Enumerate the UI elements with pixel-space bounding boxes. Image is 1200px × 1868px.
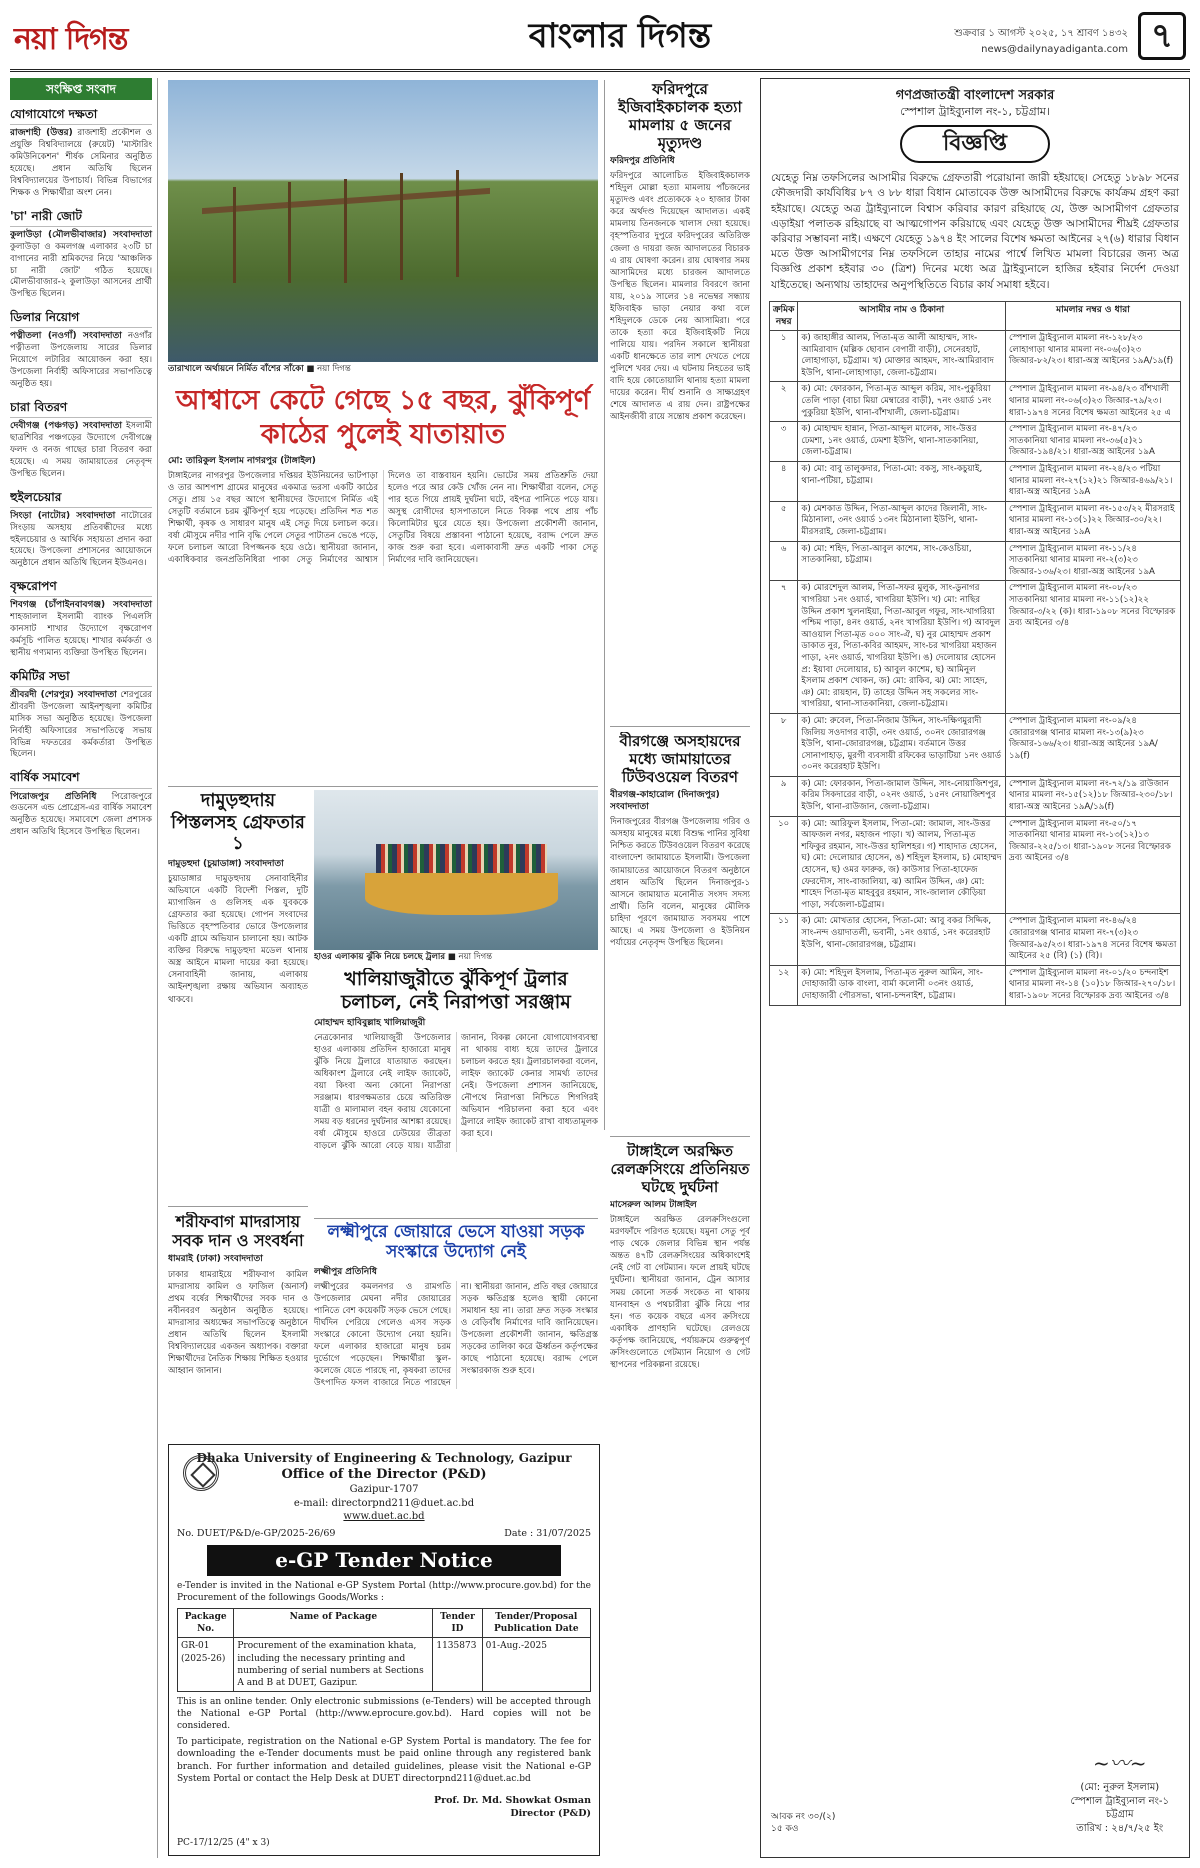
- accused-name-address: ক) মো: বাবু তালুকদার, পিতা-মো: বকসু, সাং-কচুয়াই, থানা-পটিয়া, চট্টগ্রাম।: [798, 462, 1006, 502]
- notice-title: বিজ্ঞপ্তি: [900, 125, 1050, 163]
- newspaper-logo: নয়া দিগন্ত: [14, 22, 128, 57]
- tender-meta: [177, 1528, 591, 1541]
- brief-item: [10, 399, 152, 481]
- faridpur-headline: ফরিদপুরে ইজিবাইকচালক হত্যা মামলায় ৫ জনের মৃত্যুদণ্ড: [618, 80, 742, 152]
- tender-date: Date : 31/07/2025: [504, 1527, 591, 1539]
- table-row: [178, 1638, 591, 1692]
- accused-serial: ১১: [770, 914, 798, 965]
- accused-case: স্পেশাল ট্রাইব্যুনাল মামলা নং-০৮/২৩ সাতকানিয়া থানার মামলা নং-১১(১২)২২ জিআর-৩/২২ (ক)। ধারা-১৯০৮ সনের বিস্ফোরক দ্রব্য আইনের ৩/৪: [1006, 581, 1181, 714]
- brief-dateline: শিবগঞ্জ (চাঁপাইনবাবগঞ্জ) সংবাদদাতা: [10, 600, 152, 611]
- tender-th-id: Tender ID: [433, 1609, 482, 1638]
- brief-title: বার্ষিক সমাবেশ: [10, 769, 152, 788]
- tender-package-no: GR-01 (2025-26): [178, 1638, 234, 1692]
- brief-dateline: শ্রীবরদী (শেরপুর) সংবাদদাতা: [10, 690, 117, 700]
- accused-name-address: ক) মেশকাত উদ্দিন, পিতা-আব্দুল কাদের জিলানী, সাং-মিঠানালা, ৩নং ওয়ার্ড ১৩নং মিঠানালা ইউপি, থানা-মীরসরাই, জেলা-চট্টগ্রাম।: [798, 501, 1006, 541]
- brief-body: নওগাঁর পত্নীতলা উপজেলায় সারের ডিলার নিয়োগে লটারির আয়োজন করা হয়। উপজেলা নির্বাহী অফিসারের সভাপতিত্বে অনুষ্ঠিত হয়।: [10, 331, 152, 389]
- court-notice: [760, 78, 1190, 1858]
- accused-serial: ৭: [770, 581, 798, 714]
- table-row: [770, 581, 1181, 714]
- handwritten-signature: ~〰~: [1092, 1751, 1147, 1775]
- faridpur-byline: ফরিদপুর প্রতিনিধি: [610, 156, 675, 166]
- notice-tribunal: স্পেশাল ট্রাইব্যুনাল নং-১, চট্টগ্রাম।: [900, 104, 1050, 118]
- khaliajuri-byline: মোহাম্মদ হাবিবুল্লাহ খালিয়াজুরী: [314, 1017, 426, 1028]
- page-number: ৭: [1138, 12, 1186, 60]
- accused-serial: ৬: [770, 541, 798, 581]
- lead-headline: আশ্বাসে কেটে গেছে ১৫ বছর, ঝুঁকিপূর্ণ কাঠের পুলেই যাতায়াত: [175, 385, 591, 450]
- lakshmipur-headline: লক্ষ্মীপুরে জোয়ারে ভেসে যাওয়া সড়ক সংস্কারে উদ্যোগ নেই: [327, 1222, 585, 1263]
- birganj-body: দিনাজপুরের বীরগঞ্জ উপজেলায় গরিব ও অসহায় মানুষের মধ্যে বিশুদ্ধ পানির সুবিধা নিশ্চিত করতে টিউবওয়েল বিতরণ করেছে বাংলাদেশ জামায়াতে ইসলামী। উপজেলা জামায়াতের আয়োজনে বিতরণ অনুষ্ঠানে প্রধান অতিথি ছিলেন দিনাজপুর-১ আসনে জামায়াত মনোনীত সংসদ সদস্য প্রার্থী। তিনি বলেন, মানুষের মৌলিক চাহিদা পূরণে জামায়াত সবসময় পাশে আছে। এ সময় উপজেলা ও ইউনিয়ন পর্যায়ের নেতৃবৃন্দ উপস্থিত ছিলেন।: [610, 817, 750, 948]
- tender-id: 1135873: [433, 1638, 482, 1692]
- accused-name-address: ক) মো: শহিদুল ইসলাম, পিতা-মৃত নুরুল আমিন, সাং-দোহাজারী ডাক বাংলা, বার্মা কলোনী ০৩নং ওয়ার্ড, দোহাজারী পৌরসভা, থানা-চন্দনাইশ, চট্টগ্রাম।: [798, 965, 1006, 1005]
- dateline: [954, 26, 1128, 58]
- accused-case: স্পেশাল ট্রাইব্যুনাল মামলা নং-৯৪/২৩ বাঁশখালী থানার মামলা নং-০৬(৩)২৩ জিআর-৭৯/২৩। ধারা-১৯৭৪ সনের বিশেষ ক্ষমতা আইনের ২৫ এ: [1006, 382, 1181, 422]
- accused-serial: ৫: [770, 501, 798, 541]
- accused-name-address: ক) মো: শহিদ, পিতা-আবুল কাশেম, সাং-কেওচিয়া, সাতকানিয়া, চট্টগ্রাম।: [798, 541, 1006, 581]
- accused-name-address: ক) মো: আরিফুল ইসলাম, পিতা-মো: জামাল, সাং-উত্তর আফজল নগর, মহাজন পাড়া। খ) আলম, পিতা-মৃত শফিকুর রহমান, সাং-উত্তর হালিশহর। গ) শাহাদাত হোসেন, ঘ) মো: দেলোয়ার হোসেন, ঙ) শহিদুল ইসলাম, চ) মোহাম্মদ হোসেন, ছ) ওমর ফারুক, জ) কাউসার পিতা-হাফেজ ফেরদৌস, সাং-বাজালিয়া, ঝ) আমিন উদ্দিন, ঞ) মো: শাহেদ পিতা-মৃত মাহবুবুর রহমান, সাং-জালাল কৌড়িয়া পাড়া, সর্বজেলা-চট্টগ্রাম।: [798, 816, 1006, 914]
- table-row: [770, 382, 1181, 422]
- accused-serial: ৩: [770, 422, 798, 462]
- accused-case: স্পেশাল ট্রাইব্যুনাল মামলা নং-১১/২৪ সাতকানিয়া থানার মামলা নং-২(৩)২৩ জিআর-১৩৬/২৩। ধারা-অস্ত্র আইনের ১৯A: [1006, 541, 1181, 581]
- notice-body: যেহেতু নিম্ন তফসিলের আসামীর বিরুদ্ধে গ্রেফতারী পরোয়ানা জারী হইয়াছে। সেহেতু ১৮৯৮ সনের ফৌজদারী কার্যবিধির ৮৭ ও ৮৮ ধারা বিধান মোতাবেক উক্ত আসামীদের বিরুদ্ধে কার্যক্রম গ্রহণ করা হইয়াছে। যেহেতু অত্র ট্রাইব্যুনালে বিশ্বাস করিবার কারণ রহিয়াছে যে, উক্ত আসামীগণ গ্রেফতার এড়াইয়া পলাতক রহিয়াছে বা আত্মগোপন করিয়াছে এবং যেহেতু উক্ত আসামীদের শীঘ্রই গ্রেফতার করিবার সম্ভাবনা নাই। এক্ষণে যেহেতু ১৯৭৪ ইং সালের বিশেষ ক্ষমতা আইনের ২৭(৬) ধারার বিধান মতে উক্ত আসামীগণের নিম্ন তফসিলে তাহার নামের পার্শ্বে লিখিত মামলা বিচারের জন্য অত্র বিজ্ঞপ্তি প্রকাশ হইবার ৩০ (ত্রিশ) দিনের মধ্যে অত্র ট্রাইব্যুনালে হাজির হইবার নির্দেশ দেওয়া যাইতেছে। অন্যথায় তাহাদের অনুপস্থিতিতে বিচার কার্য সমাধা হইবে।: [771, 172, 1179, 291]
- tender-ad-code: PC-17/12/25 (4" x 3): [177, 1837, 270, 1848]
- brief-dateline: পত্নীতলা (নওগাঁ) সংবাদদাতা: [10, 331, 122, 342]
- table-row: [770, 331, 1181, 382]
- table-row: [770, 462, 1181, 502]
- accused-name-address: ক) মো: ফোরকান, পিতা-জামাল উদ্দিন, সাং-নোয়াজিশপুর, করিম সিকদারের বাড়ী, ০২নং ওয়ার্ড, ১৫নং নোয়াজিশপুর ইউপি, থানা-রাউজান, জেলা-চট্টগ্রাম।: [798, 776, 1006, 816]
- accused-serial: ৪: [770, 462, 798, 502]
- accused-serial: ১: [770, 331, 798, 382]
- damurhuda-headline: দামুড়হুদায় পিস্তলসহ গ্রেফতার ১: [171, 790, 305, 855]
- brief-text: [10, 229, 152, 301]
- university-seal-icon: [183, 1455, 219, 1491]
- tangail-body: টাঙ্গাইলে অরক্ষিত রেলক্রসিংগুলো মরণফাঁদে পরিণত হয়েছে। যমুনা সেতু পূর্ব পাড় থেকে জেলার বিভিন্ন স্থান পর্যন্ত অন্তত ৪৭টি রেলক্রসিংয়ের অধিকাংশেই নেই গেট বা গেটম্যান। ফলে প্রায়ই ঘটছে দুর্ঘটনা। স্থানীয়রা জানান, ট্রেন আসার সময় কোনো সতর্ক সংকেত না থাকায় যানবাহন ও পথচারীরা ঝুঁকি নিয়ে পার হন। গত কয়েক বছরে এসব ক্রসিংয়ে একাধিক প্রাণহানি ঘটেছে। রেলওয়ে কর্তৃপক্ষ জানিয়েছে, পর্যায়ক্রমে গুরুত্বপূর্ণ ক্রসিংগুলোতে গেটম্যান নিয়োগ ও গেট স্থাপনের পরিকল্পনা রয়েছে।: [610, 1215, 750, 1370]
- notice-ref: আবক নং ৩০/(২) ১৫ কও: [771, 1811, 836, 1834]
- faridpur-story: [610, 80, 750, 720]
- brief-title: হুইলচেয়ার: [10, 489, 152, 508]
- tender-th-name: Name of Package: [234, 1609, 433, 1638]
- brief-title: চারা বিতরণ: [10, 399, 152, 418]
- tender-notice: [168, 1444, 600, 1856]
- accused-case: স্পেশাল ট্রাইব্যুনাল মামলা নং-১২৮/২৩ লোহাগাড়া থানার মামলা নং-০৬(৩)২৩ জিআর-৮২/২৩। ধারা-অস্ত্র আইনের ১৯A/১৯(f): [1006, 331, 1181, 382]
- accused-case: স্পেশাল ট্রাইব্যুনাল মামলা নং-৪৬/২৪ জোরারগঞ্জ থানার মামলা নং-৭(৩)২৩ জিআর-৯৫/২৩। ধারা-১৯৭৪ সনের বিশেষ ক্ষমতা আইনের ২৫ (বি) (১) (বি)।: [1006, 914, 1181, 965]
- accused-serial: ৮: [770, 713, 798, 776]
- notice-signature-block: ~〰~ (মো: নুরুল ইসলাম) স্পেশাল ট্রাইব্যুনাল নং-১ চট্টগ্রাম তারিখ : ২৪/৭/২৫ ইং: [1070, 1751, 1169, 1834]
- briefs-header: সংক্ষিপ্ত সংবাদ: [10, 78, 152, 100]
- brief-body: পিরোজপুরে গুডনেস এন্ড প্রোগ্রেস-এর বার্ষিক সমাবেশ অনুষ্ঠিত হয়েছে। সমাবেশে জেলা প্রশাসক প্রধান অতিথি হিসেবে উপস্থিত ছিলেন।: [10, 791, 152, 838]
- accused-case: স্পেশাল ট্রাইব্যুনাল মামলা নং-৫০/১৭ সাতকানিয়া থানার মামলা নং-১৩(১২)১৩ জিআর-২২৫/১৩। ধারা-১৯০৮ সনের বিস্ফোরক দ্রব্য আইনের ৩/৪: [1006, 816, 1181, 914]
- briefs-column: [10, 78, 158, 1858]
- table-row: [770, 776, 1181, 816]
- lead-byline: মো: তারিকুল ইসলাম নাগরপুর (টাঙ্গাইল): [168, 455, 316, 466]
- table-row: [770, 914, 1181, 965]
- brief-dateline: দেবীগঞ্জ (পঞ্চগড়) সংবাদদাতা: [10, 421, 122, 432]
- tender-publication-date: 01-Aug.-2025: [482, 1638, 590, 1692]
- brief-text: [10, 330, 152, 390]
- brief-text: [10, 689, 152, 761]
- brief-body: ইসলামী ছাত্রশিবির পঞ্চগড়ের উদ্যোগে দেবীগঞ্জে ফলদ ও বনজ গাছের চারা বিতরণ করা হয়েছে। এ সময় জামায়াতের নেতৃবৃন্দ উপস্থিত ছিলেন।: [10, 421, 152, 479]
- accused-name-address: ক) মো: রুবেল, পিতা-নিজাম উদ্দিন, সাং-দক্ষিণমুরাদী জিলিয় সওদাগর বাড়ী, ৩নং ওয়ার্ড, ৩০নং জোরারগঞ্জ ইউপি, থানা-জোরারগঞ্জ, চট্টগ্রাম। বর্তমানে উত্তর সোনাপাহাড়, মুরগী ব্যবসায়ী রফিকের ভাড়াটিয়া ১নং ওয়ার্ড ৩০নং করেরহাট ইউপি।: [798, 713, 1006, 776]
- lead-photo-caption: তারাখালে অর্থায়নে নির্মিত বাঁশের সাঁকো ■ নয়া দিগন্ত: [168, 364, 351, 374]
- tender-table: [177, 1608, 591, 1692]
- trawler-photo: [314, 790, 598, 950]
- brief-text: [10, 599, 152, 659]
- accused-case: স্পেশাল ট্রাইব্যুনাল মামলা নং-৭২/১৯ রাউজান থানার মামলা নং-১৫(১২)১৮ জিআর-২৩০/১৮। ধারা-অস্ত্র আইনের ১৯A/১৯(f): [1006, 776, 1181, 816]
- brief-title: 'চা' নারী জোট: [10, 208, 152, 227]
- khaliajuri-headline: খালিয়াজুরীতে ঝুঁকিপূর্ণ ট্রলার চলাচল, নেই নিরাপত্তা সরঞ্জাম: [341, 968, 571, 1013]
- masthead: [10, 8, 1190, 72]
- tender-note-online: This is an online tender. Only electronic submissions (e-Tenders) will be accepted through the National e-GP Portal (http://www.eprocure.gov.bd). Hard copies will not be considered.: [177, 1696, 591, 1732]
- tender-office: Office of the Director (P&D): [281, 1466, 487, 1482]
- boat-photo-caption: হাওর এলাকায় ঝুঁকি নিয়ে চলছে ট্রলার ■ নয়া দিগন্ত: [314, 952, 493, 962]
- boat-photo-block: [314, 790, 598, 965]
- brief-body: কুলাউড়া ও কমলগঞ্জ এলাকার ২৩টি চা বাগানের নারী শ্রমিকদের নিয়ে 'আঞ্চলিক চা নারী জোট' গঠিত হয়েছে। মৌলভীবাজার-২ কুলাউড়া আসনের প্রার্থী উপস্থিত ছিলেন।: [10, 241, 152, 300]
- accused-serial: ১০: [770, 816, 798, 914]
- table-row: [770, 816, 1181, 914]
- brief-item: [10, 578, 152, 660]
- damurhuda-body: চুয়াডাঙ্গার দামুড়হুদায় সেনাবাহিনীর অভিযানে একটি বিদেশী পিস্তল, দুটি ম্যাগাজিন ও গুলিসহ এক যুবককে গ্রেফতার করা হয়েছে। গোপন সংবাদের ভিত্তিতে বৃহস্পতিবার ভোরে উপজেলার একটি গ্রামে অভিযান চালানো হয়। আটক ব্যক্তির বিরুদ্ধে দামুড়হুদা মডেল থানায় অস্ত্র আইনে মামলা দায়ের করা হয়েছে। সেনাবাহিনী জানায়, এলাকায় আইনশৃঙ্খলা রক্ষায় অভিযান অব্যাহত থাকবে।: [168, 873, 308, 1005]
- brief-dateline: কুলাউড়া (মৌলভীবাজার) সংবাদদাতা: [10, 229, 152, 240]
- table-row: [770, 501, 1181, 541]
- brief-item: [10, 309, 152, 391]
- tender-th-package: Package No.: [178, 1609, 234, 1638]
- tender-banner: e-GP Tender Notice: [207, 1545, 561, 1576]
- accused-name-address: ক) মো: ফোরকান, পিতা-মৃত আব্দুল করিম, সাং-পুকুরিয়া তেলি পাড়া (বাচা মিয়া মেম্বারের বাড়ী), ৭নং ওয়ার্ড ১নং পুকুরিয়া ইউপি, থানা-বাঁশখালী, জেলা-চট্টগ্রাম।: [798, 382, 1006, 422]
- sharifbagh-body: ঢাকার ধামরাইয়ে শরীফবাগ কামিল মাদরাসায় কামিল ও ফাজিল (অনার্স) প্রথম বর্ষের শিক্ষার্থীদের সবক দান ও নবীনবরণ অনুষ্ঠান অনুষ্ঠিত হয়েছে। মাদরাসার অধ্যক্ষের সভাপতিত্বে অনুষ্ঠানে প্রধান অতিথি ছিলেন ইসলামী বিশ্ববিদ্যালয়ের একজন অধ্যাপক। বক্তারা শিক্ষার্থীদের নৈতিক শিক্ষায় শিক্ষিত হওয়ার আহ্বান জানান।: [168, 1269, 308, 1377]
- tender-ref: No. DUET/P&D/e-GP/2025-26/69: [177, 1527, 336, 1539]
- faridpur-body: ফরিদপুরে আলোচিত ইজিবাইকচালক শহিদুল মোল্লা হত্যা মামলায় পাঁচজনের মৃত্যুদণ্ড এবং প্রত্যেককে ২০ হাজার টাকা করে অর্থদণ্ড দিয়েছেন আদালত। একই মামলায় তিনজনকে খালাস দেয়া হয়েছে। বৃহস্পতিবার দুপুরে ফরিদপুরের অতিরিক্ত জেলা ও দায়রা জজ আদালতের বিচারক এ রায় ঘোষণা করেন। রায় ঘোষণার সময় আসামিদের মধ্যে চারজন আদালতে উপস্থিত ছিলেন। মামলার বিবরণে জানা যায়, ২০১৯ সালের ১৪ নভেম্বর সন্ধ্যায় ইজিবাইক ভাড়া নেয়ার কথা বলে শহিদুলকে ডেকে নেয় আসামিরা। পরে তাকে হত্যা করে ইজিবাইকটি নিয়ে পালিয়ে যায়। পরদিন সকালে স্থানীয়রা একটি ধানক্ষেতে তার লাশ দেখতে পেয়ে পুলিশে খবর দেয়। এ ঘটনায় নিহতের ভাই বাদি হয়ে কোতোয়ালি থানায় হত্যা মামলা দায়ের করেন। দীর্ঘ শুনানি ও সাক্ষ্যগ্রহণ শেষে আদালত এ রায় দেন। রাষ্ট্রপক্ষের আইনজীবী রায়ে সন্তোষ প্রকাশ করেছেন।: [610, 171, 750, 423]
- accused-th-case: মামলার নম্বর ও ধারা: [1006, 301, 1181, 330]
- issue-date: শুক্রবার ১ আগস্ট ২০২৫, ১৭ শ্রাবণ ১৪৩২: [954, 28, 1128, 39]
- tangail-byline: মাসেরুল আলম টাঙ্গাইল: [610, 1200, 697, 1210]
- brief-title: কমিটির সভা: [10, 668, 152, 687]
- accused-serial: ২: [770, 382, 798, 422]
- brief-item: [10, 208, 152, 302]
- brief-title: ডিলার নিয়োগ: [10, 309, 152, 328]
- brief-text: [10, 791, 152, 840]
- tender-note-registration: To participate, registration on the National e-GP System Portal is mandatory. The fee for downloading the e-Tender documents must be paid online through any registered bank branch. For further information and detailed guidelines, please visit the National e-GP System Portal or contact the Help Desk at DUET directorpnd211@duet.ac.bd: [177, 1737, 591, 1784]
- accused-table: [769, 301, 1181, 1006]
- contact-email: news@dailynayadiganta.com: [981, 44, 1128, 55]
- tangail-headline: টাঙ্গাইলে অরক্ষিত রেলক্রসিংয়ে প্রতিনিয়ত ঘটছে দুর্ঘটনা: [610, 1142, 750, 1196]
- brief-text: [10, 127, 152, 199]
- sharifbagh-byline: ধামরাই (ঢাকা) সংবাদদাতা: [168, 1254, 263, 1265]
- lakshmipur-body: লক্ষ্মীপুরের কমলনগর ও রামগতি উপজেলার মেঘনা নদীর জোয়ারের পানিতে বেশ কয়েকটি সড়ক ভেসে গেছে। দীর্ঘদিন পেরিয়ে গেলেও এসব সড়ক সংস্কারে কোনো উদ্যোগ নেয়া হয়নি। ফলে এলাকার হাজারো মানুষ চরম দুর্ভোগে পড়েছেন। শিক্ষার্থীরা স্কুল-কলেজে যেতে পারছে না, কৃষকরা তাদের উৎপাদিত ফসল বাজারে নিতে পারছেন না। স্থানীয়রা জানান, প্রতি বছর জোয়ারে সড়ক ক্ষতিগ্রস্ত হলেও স্থায়ী কোনো সমাধান হয় না। তারা দ্রুত সড়ক সংস্কার ও বেড়িবাঁধ নির্মাণের দাবি জানিয়েছেন। উপজেলা প্রকৌশলী জানান, ক্ষতিগ্রস্ত সড়কের তালিকা করে ঊর্ধ্বতন কর্তৃপক্ষের কাছে পাঠানো হয়েছে। বরাদ্দ পেলে সংস্কারকাজ শুরু হবে।: [314, 1281, 598, 1389]
- tender-signer: Prof. Dr. Md. Showkat Osman Director (P&D): [433, 1794, 591, 1819]
- khaliajuri-body: নেত্রকোনার খালিয়াজুরী উপজেলার হাওর এলাকায় প্রতিদিন হাজারো মানুষ ঝুঁকি নিয়ে ট্রলারে যাতায়াত করছেন। অধিকাংশ ট্রলারে নেই লাইফ জ্যাকেট, বয়া কিংবা অন্য কোনো নিরাপত্তা সরঞ্জাম। ধারণক্ষমতার চেয়ে অতিরিক্ত যাত্রী ও মালামাল বহন করায় যেকোনো সময় বড় ধরনের দুর্ঘটনার আশঙ্কা রয়েছে। বর্ষা মৌসুমে হাওরে ঢেউয়ের তীব্রতা বাড়লে ঝুঁকি আরো বেড়ে যায়। যাত্রীরা জানান, বিকল্প কোনো যোগাযোগব্যবস্থা না থাকায় বাধ্য হয়ে তাদের ট্রলারে চলাচল করতে হয়। ট্রলারচালকরা বলেন, লাইফ জ্যাকেট কেনার সামর্থ্য তাদের নেই। উপজেলা প্রশাসন জানিয়েছে, নৌপথে নিরাপত্তা নিশ্চিতে শিগগিরই অভিযান পরিচালনা করা হবে এবং ট্রলারে লাইফ জ্যাকেট রাখা বাধ্যতামূলক করা হবে।: [314, 1032, 598, 1152]
- briefs-list: [10, 106, 152, 839]
- brief-dateline: পিরোজপুর প্রতিনিধি: [10, 791, 97, 802]
- accused-case: স্পেশাল ট্রাইব্যুনাল মামলা নং-১৫৩/২২ মীরসরাই থানার মামলা নং-১৩(১)২২ জিআর-৩০/২২। ধারা-অস্ত্র আইনের ১৯A: [1006, 501, 1181, 541]
- accused-name-address: ক) মোহাম্মদ হান্নান, পিতা-আব্দুল মালেক, সাং-উত্তর ঢেমশা, ১নং ওয়ার্ড, ঢেমশা ইউপি, থানা-সাতকানিয়া, জেলা-চট্টগ্রাম।: [798, 422, 1006, 462]
- brief-dateline: রাজশাহী (উত্তর): [10, 128, 73, 139]
- brief-dateline: সিংড়া (নাটোর) সংবাদদাতা: [10, 510, 116, 521]
- tender-website-link[interactable]: www.duet.ac.bd: [343, 1511, 425, 1523]
- table-row: [770, 713, 1181, 776]
- notice-government: গণপ্রজাতন্ত্রী বাংলাদেশ সরকার: [895, 88, 1055, 103]
- birganj-byline: বীরগঞ্জ-কাহারোল (দিনাজপুর) সংবাদদাতা: [610, 790, 720, 813]
- accused-th-serial: ক্রমিক নম্বর: [770, 301, 798, 330]
- table-row: [770, 422, 1181, 462]
- accused-case: স্পেশাল ট্রাইব্যুনাল মামলা নং-০৯/২৪ জোরারগঞ্জ থানার মামলা নং-১৩(৯)২৩ জিআর-১৬৬/২৩। ধারা-অস্ত্র আইনের ১৯A/১৯(f): [1006, 713, 1181, 776]
- section-title: বাংলার দিগন্ত: [528, 16, 712, 56]
- bridge-photo: [168, 80, 598, 362]
- brief-text: [10, 510, 152, 570]
- accused-case: স্পেশাল ট্রাইব্যুনাল মামলা নং-০১/২০ চন্দনাইশ থানার মামলা নং-১৪ (১০)১৮ জিআর-২৭০/১৮। ধারা-১৯০৮ সনের বিস্ফোরক দ্রব্য আইনের ৩/৪: [1006, 965, 1181, 1005]
- tender-package-name: Procurement of the examination khata, including the necessary printing and numbering of serial numbers at Sections A and B at DUET, Gazipur.: [234, 1638, 433, 1692]
- accused-name-address: ক) মোরশেদুল আলম, পিতা-সফর মুলুক, সাং-ডুনাগর খাগরিয়া ১নং ওয়ার্ড, খাগরিয়া ইউপি। খ) মো: নাছির উদ্দিন প্রকাশ খুলনাইয়া, পিতা-আবুল গফুর, সাং-খাগরিয়া পশ্চিম পাড়া, ৪নং ওয়ার্ড, ২নং খাগরিয়া ইউপি। গ) আবদুল আওয়াল পিতা-মৃত ০০০ সাং-ঐ, ঘ) নুর মোহাম্মদ প্রকাশ ডাকাত নুর, পিতা-কবির আহমদ, সাং-চর খাগরিয়া মহাজন পাড়া, ২নং ওয়ার্ড, খাগরিয়া ইউপি। ঙ) দেলোয়ার হোসেন প্র: ইয়াবা দেলোয়ার, চ) আবুল কাশেম, ছ) আমিনুল ইসলাম প্রকাশ খোকন, জ) মো: রাকিব, ঝ) মো: সাহেদ, ঞ) মো: রায়হান, ট) তাহের উদ্দিন সহ সকলের সাং-খাগরিয়া, থানা-সাতকানিয়া, জেলা-চট্টগ্রাম।: [798, 581, 1006, 714]
- accused-name-address: ক) জাহাঙ্গীর আলম, পিতা-মৃত আলী আহাম্মদ, সাং-আমিরাবাদ (মল্লিক ছোবান বেপারী বাড়ী), সেনেরহাট, লোহাগাড়া, চট্টগ্রাম। খ) মোক্তার আহমদ, সাং-আমিরাবাদ ইউপি, থানা-লোহাগাড়া, জেলা-চট্টগ্রাম।: [798, 331, 1006, 382]
- brief-body: নাটোরের সিংড়ায় অসহায় প্রতিবন্ধীদের মধ্যে হুইলচেয়ার ও আর্থিক সহায়তা প্রদান করা হয়েছে। উপজেলা প্রশাসনের আয়োজনে অনুষ্ঠানে প্রধান অতিথি ছিলেন ইউএনও।: [10, 510, 152, 569]
- brief-title: বৃক্ষরোপণ: [10, 578, 152, 597]
- khaliajuri-story: [314, 968, 598, 1213]
- brief-item: [10, 106, 152, 200]
- brief-body: শেরপুরের শ্রীবরদী উপজেলা আইনশৃঙ্খলা কমিটির মাসিক সভা অনুষ্ঠিত হয়েছে। উপজেলা নির্বাহী অফিসারের সভাপতিত্বে সভায় বিভিন্ন দফতরের কর্মকর্তারা উপস্থিত ছিলেন।: [10, 690, 152, 760]
- accused-case: স্পেশাল ট্রাইব্যুনাল মামলা নং-২৪/২৩ পটিয়া থানার মামলা নং-২৭(১২)২১ জিআর-৪৬৯/২১। ধারা-অস্ত্র আইনের ১৯A: [1006, 462, 1181, 502]
- birganj-story: [610, 732, 750, 1132]
- accused-serial: ৯: [770, 776, 798, 816]
- damurhuda-byline: দামুড়হুদা (চুয়াডাঙ্গা) সংবাদদাতা: [168, 858, 284, 869]
- accused-name-address: ক) মো: মোখতার হোসেন, পিতা-মো: আবু বকর সিদ্দিক, সাং-নন্দ ওয়াদাতলী, ভবানী, ১নং ওয়ার্ড, ১নং করেরহাট ইউপি, থানা-জোরারগঞ্জ, চট্টগ্রাম।: [798, 914, 1006, 965]
- tender-th-date: Tender/Proposal Publication Date: [482, 1609, 590, 1638]
- brief-item: [10, 668, 152, 762]
- brief-body: শাহজালাল ইসলামী ব্যাংক পিএলসি কানসাট শাখার উদ্যোগে বৃক্ষরোপণ কর্মসূচি পালিত হয়েছে। শাখার কর্মকর্তা ও স্থানীয় গণ্যমান্য ব্যক্তিরা উপস্থিত ছিলেন।: [10, 612, 152, 658]
- brief-item: [10, 489, 152, 571]
- sharifbagh-story: [168, 1212, 308, 1437]
- lead-story: [168, 384, 598, 784]
- tender-org: Dhaka University of Engineering & Technology, Gazipur: [196, 1451, 572, 1465]
- table-row: [770, 965, 1181, 1005]
- accused-serial: ১২: [770, 965, 798, 1005]
- birganj-headline: বীরগঞ্জে অসহায়দের মধ্যে জামায়াতের টিউবওয়েল বিতরণ: [619, 732, 741, 786]
- damurhuda-story: [168, 790, 308, 1200]
- lakshmipur-story: [314, 1222, 598, 1437]
- accused-case: স্পেশাল ট্রাইব্যুনাল মামলা নং-৪৭/২৩ সাতকানিয়া থানার মামলা নং-৩৬(৫)২১ জিআর-১৯৪/২১। ধারা-অস্ত্র আইনের ১৯A: [1006, 422, 1181, 462]
- tender-email: e-mail: directorpnd211@duet.ac.bd: [293, 1497, 475, 1509]
- lead-photo-block: [168, 80, 598, 380]
- accused-th-name: আসামীর নাম ও ঠিকানা: [798, 301, 1006, 330]
- brief-text: [10, 420, 152, 480]
- tender-intro: e-Tender is invited in the National e-GP System Portal (http://www.procure.gov.bd) for the Procurement of the followings Goods/Works :: [177, 1580, 591, 1603]
- brief-title: যোগাযোগে দক্ষতা: [10, 106, 152, 125]
- tangail-story: [610, 1142, 750, 1852]
- lakshmipur-byline: লক্ষ্মীপুর প্রতিনিধি: [314, 1266, 377, 1277]
- tender-place: Gazipur-1707: [349, 1484, 419, 1496]
- brief-body: রাজশাহী প্রকৌশল ও প্রযুক্তি বিশ্ববিদ্যালয়ে (রুয়েট) 'মাস্টারিং কমিউনিকেশন' শীর্ষক সেমিনার অনুষ্ঠিত হয়েছে। প্রধান অতিথি ছিলেন বিশ্ববিদ্যালয়ের উপাচার্য। বিভিন্ন বিভাগের শিক্ষক ও শিক্ষার্থীরা অংশ নেন।: [10, 128, 152, 198]
- brief-item: [10, 769, 152, 839]
- table-row: [770, 541, 1181, 581]
- sharifbagh-headline: শরীফবাগ মাদরাসায় সবক দান ও সংবর্ধনা: [172, 1212, 304, 1251]
- lead-body: টাঙ্গাইলের নাগরপুর উপজেলার দপ্তিয়র ইউনিয়নের ভাটপাড়া ও তার আশপাশ গ্রামের মানুষের একমাত্র ভরসা একটি কাঠের সেতু। প্রায় ১৫ বছর আগে স্থানীয়দের উদ্যোগে নির্মিত এই সেতুটি বর্তমানে চরম ঝুঁকিপূর্ণ হয়ে পড়েছে। প্রতিদিন শত শত শিক্ষার্থী, কৃষক ও সাধারণ মানুষ এই সেতু দিয়ে চলাচল করে। বর্ষা মৌসুমে নদীর পানি বৃদ্ধি পেলে সেতুর পাটাতন ভেঙে পড়ে, ফলে চলাচল আরো বিপজ্জনক হয়ে ওঠে। স্থানীয়রা জানান, একাধিকবার জনপ্রতিনিধিরা পাকা সেতু নির্মাণের আশ্বাস দিলেও তা বাস্তবায়ন হয়নি। ভোটের সময় প্রতিশ্রুতি দেয়া হলেও পরে আর কেউ খোঁজ নেন না। শিক্ষার্থীরা বলেন, সেতু পার হতে গিয়ে প্রায়ই দুর্ঘটনা ঘটে, বইপত্র পানিতে পড়ে যায়। অসুস্থ রোগীদের হাসপাতালে নিতে বিকল্প পথে প্রায় পাঁচ কিলোমিটার ঘুরে যেতে হয়। উপজেলা প্রকৌশলী জানান, সেতুটির বিষয়ে প্রস্তাবনা পাঠানো হয়েছে, বরাদ্দ পেলে দ্রুত কাজ শুরু করা হবে। এলাকাবাসী দ্রুত একটি পাকা সেতু নির্মাণের দাবি জানিয়েছেন।: [168, 470, 598, 566]
